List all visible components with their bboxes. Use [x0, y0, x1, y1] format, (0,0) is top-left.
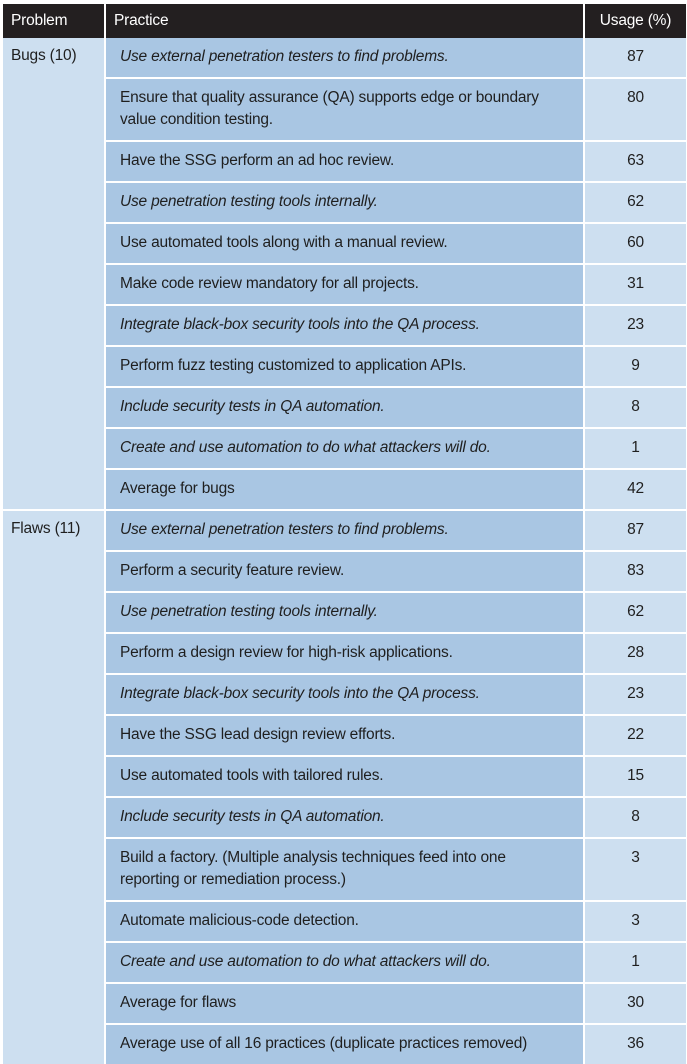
table-row	[3, 633, 686, 674]
usage-cell: 83	[584, 551, 686, 592]
practice-cell: Use penetration testing tools internally.	[105, 592, 584, 633]
header-usage: Usage (%)	[584, 4, 686, 38]
table-row	[3, 715, 686, 756]
usage-cell: 28	[584, 633, 686, 674]
usage-cell: 9	[584, 346, 686, 387]
table-row	[3, 223, 686, 264]
header-practice: Practice	[105, 4, 584, 38]
usage-cell: 1	[584, 428, 686, 469]
usage-cell: 30	[584, 983, 686, 1024]
practice-cell: Integrate black-box security tools into the QA process.	[105, 305, 584, 346]
table-row	[3, 1024, 686, 1064]
usage-cell: 22	[584, 715, 686, 756]
header-problem: Problem	[3, 4, 105, 38]
table-row	[3, 182, 686, 223]
practice-cell: Have the SSG lead design review efforts.	[105, 715, 584, 756]
table-row	[3, 756, 686, 797]
practice-cell: Create and use automation to do what attackers will do.	[105, 942, 584, 983]
practice-cell: Build a factory. (Multiple analysis techniques feed into one reporting or remediation process.)	[105, 838, 584, 901]
table-row	[3, 387, 686, 428]
usage-cell: 31	[584, 264, 686, 305]
practice-cell: Integrate black-box security tools into the QA process.	[105, 674, 584, 715]
table-row	[3, 346, 686, 387]
usage-cell: 42	[584, 469, 686, 510]
problem-cell: Bugs (10)	[3, 38, 105, 510]
usage-cell: 8	[584, 387, 686, 428]
practice-cell: Average use of all 16 practices (duplicate practices removed)	[105, 1024, 584, 1064]
usage-cell: 63	[584, 141, 686, 182]
practice-cell: Use penetration testing tools internally.	[105, 182, 584, 223]
usage-cell: 87	[584, 510, 686, 551]
practice-cell: Ensure that quality assurance (QA) supports edge or boundary value condition testing.	[105, 78, 584, 141]
table-row	[3, 469, 686, 510]
usage-cell: 80	[584, 78, 686, 141]
practice-cell: Have the SSG perform an ad hoc review.	[105, 141, 584, 182]
practice-cell: Include security tests in QA automation.	[105, 387, 584, 428]
practice-cell: Average for flaws	[105, 983, 584, 1024]
table-header	[3, 4, 686, 38]
table-row	[3, 551, 686, 592]
practice-cell: Create and use automation to do what attackers will do.	[105, 428, 584, 469]
usage-cell: 36	[584, 1024, 686, 1064]
practice-cell: Use external penetration testers to find problems.	[105, 38, 584, 78]
usage-cell: 60	[584, 223, 686, 264]
table-row	[3, 78, 686, 141]
table-row	[3, 901, 686, 942]
usage-cell: 23	[584, 305, 686, 346]
table-row	[3, 942, 686, 983]
table-row	[3, 592, 686, 633]
practice-cell: Include security tests in QA automation.	[105, 797, 584, 838]
table-row	[3, 510, 686, 551]
table-row	[3, 264, 686, 305]
practice-cell: Make code review mandatory for all projects.	[105, 264, 584, 305]
table-row	[3, 305, 686, 346]
table-row	[3, 838, 686, 901]
table-row	[3, 141, 686, 182]
practice-cell: Use automated tools with tailored rules.	[105, 756, 584, 797]
usage-cell: 8	[584, 797, 686, 838]
table-row	[3, 428, 686, 469]
practice-cell: Perform fuzz testing customized to application APIs.	[105, 346, 584, 387]
practice-usage-table	[3, 4, 686, 1064]
table-row	[3, 38, 686, 78]
practice-cell: Average for bugs	[105, 469, 584, 510]
usage-cell: 1	[584, 942, 686, 983]
practice-cell: Perform a design review for high-risk applications.	[105, 633, 584, 674]
problem-cell: Flaws (11)	[3, 510, 105, 1064]
practice-cell: Use automated tools along with a manual review.	[105, 223, 584, 264]
table-row	[3, 674, 686, 715]
usage-cell: 23	[584, 674, 686, 715]
practice-cell: Automate malicious-code detection.	[105, 901, 584, 942]
table-body	[3, 38, 686, 1064]
usage-cell: 3	[584, 901, 686, 942]
table-row	[3, 983, 686, 1024]
table-row	[3, 797, 686, 838]
usage-cell: 62	[584, 182, 686, 223]
practice-cell: Use external penetration testers to find problems.	[105, 510, 584, 551]
usage-cell: 62	[584, 592, 686, 633]
usage-cell: 87	[584, 38, 686, 78]
practice-cell: Perform a security feature review.	[105, 551, 584, 592]
usage-cell: 3	[584, 838, 686, 901]
usage-cell: 15	[584, 756, 686, 797]
